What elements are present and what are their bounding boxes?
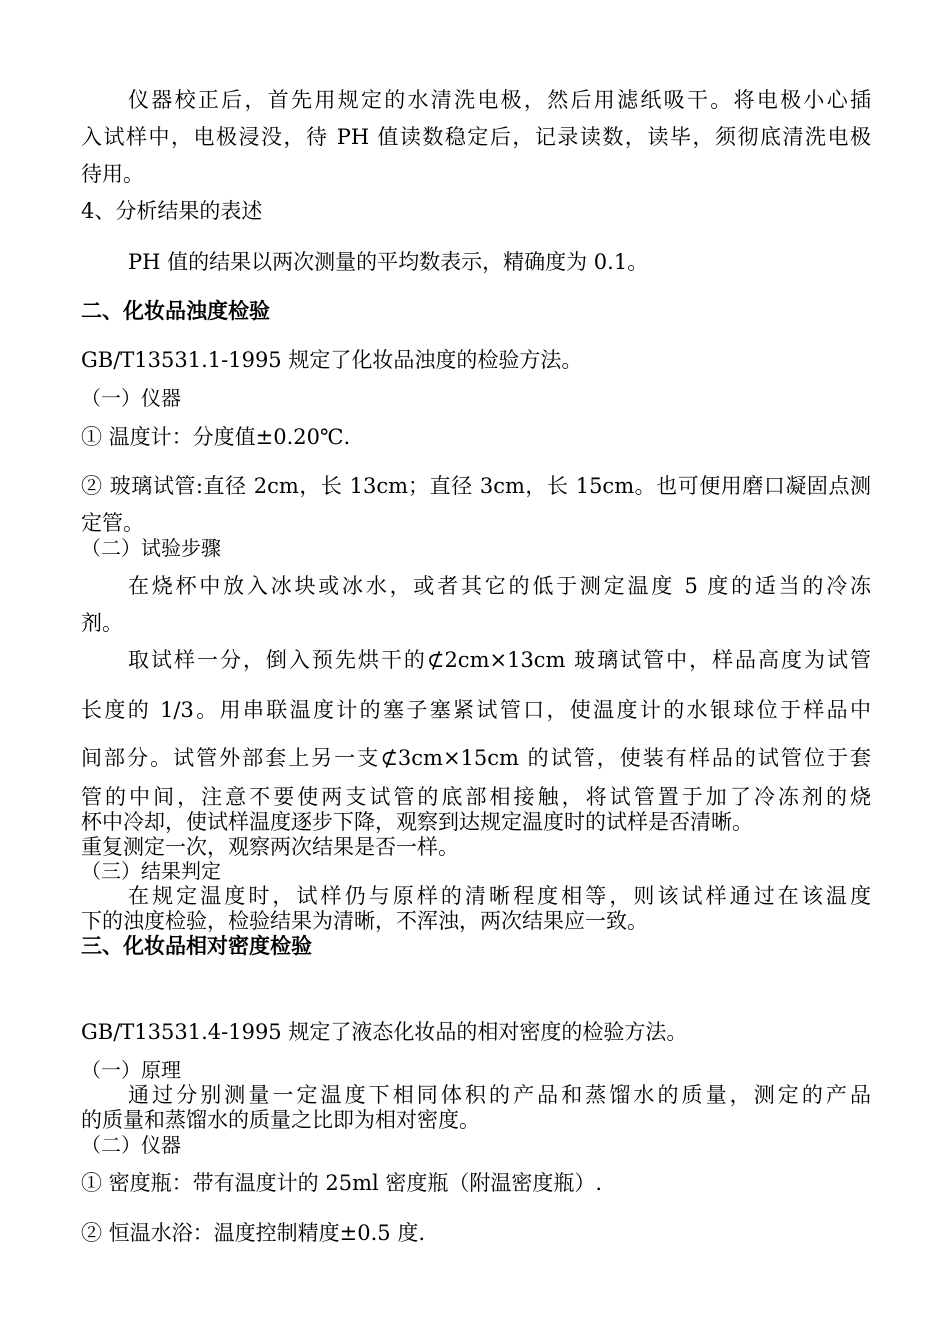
density-section-heading: 三、化妆品相对密度检验 xyxy=(81,934,312,958)
turbidity-instruments-heading: （一）仪器 xyxy=(81,386,181,410)
result-expression-text: PH 值的结果以两次测量的平均数表示，精确度为 0.1。 xyxy=(128,250,649,274)
density-principle-line-2: 的质量和蒸馏水的质量之比即为相对密度。 xyxy=(81,1108,480,1132)
density-standard: GB/T13531.4-1995 规定了液态化妆品的相对密度的检验方法。 xyxy=(81,1020,688,1044)
turbidity-result-heading: （三）结果判定 xyxy=(81,859,221,883)
turbidity-steps-p2-line-5: 杯中冷却，使试样温度逐步下降，观察到达规定温度时的试样是否清晰。 xyxy=(81,810,753,834)
density-instrument-1: ① 密度瓶：带有温度计的 25ml 密度瓶（附温密度瓶）. xyxy=(81,1171,603,1195)
turbidity-steps-p2-line-2: 长度的 1/3。用串联温度计的塞子塞紧试管口，使温度计的水银球位于样品中 xyxy=(81,698,871,722)
turbidity-steps-p2-line-6: 重复测定一次，观察两次结果是否一样。 xyxy=(81,835,459,859)
ph-procedure-line-1: 仪器校正后，首先用规定的水清洗电极，然后用滤纸吸干。将电极小心插 xyxy=(128,88,871,112)
density-principle-heading: （一）原理 xyxy=(81,1058,181,1082)
turbidity-steps-p2-line-1: 取试样一分，倒入预先烘干的⊄2cm×13cm 玻璃试管中，样品高度为试管 xyxy=(128,648,871,672)
turbidity-instrument-2-line-1: ② 玻璃试管:直径 2cm，长 13cm；直径 3cm，长 15cm。也可便用磨口凝固点测 xyxy=(81,474,871,498)
turbidity-result-line-2: 下的浊度检验，检验结果为清晰，不浑浊，两次结果应一致。 xyxy=(81,909,648,933)
density-principle-line-1: 通过分别测量一定温度下相同体积的产品和蒸馏水的质量，测定的产品 xyxy=(128,1083,871,1107)
turbidity-standard: GB/T13531.1-1995 规定了化妆品浊度的检验方法。 xyxy=(81,348,583,372)
ph-procedure-line-2: 入试样中，电极浸没，待 PH 值读数稳定后，记录读数，读毕，须彻底清洗电极 xyxy=(81,125,871,149)
turbidity-steps-p1-line-2: 剂。 xyxy=(81,611,123,635)
density-instrument-2: ② 恒温水浴：温度控制精度±0.5 度. xyxy=(81,1221,426,1245)
turbidity-steps-heading: （二）试验步骤 xyxy=(81,536,221,560)
turbidity-section-heading: 二、化妆品浊度检验 xyxy=(81,299,270,323)
turbidity-steps-p2-line-3: 间部分。试管外部套上另一支⊄3cm×15cm 的试管，使装有样品的试管位于套 xyxy=(81,746,871,770)
ph-procedure-line-3: 待用。 xyxy=(81,162,144,186)
turbidity-steps-p2-line-4: 管的中间，注意不要使两支试管的底部相接触，将试管置于加了冷冻剂的烧 xyxy=(81,785,871,809)
density-instruments-heading: （二）仪器 xyxy=(81,1133,181,1157)
result-expression-heading: 4、分析结果的表述 xyxy=(81,199,263,223)
turbidity-instrument-1: ① 温度计：分度值±0.20℃. xyxy=(81,425,351,449)
turbidity-result-line-1: 在规定温度时，试样仍与原样的清晰程度相等，则该试样通过在该温度 xyxy=(128,884,871,908)
turbidity-instrument-2-line-2: 定管。 xyxy=(81,511,144,535)
turbidity-steps-p1-line-1: 在烧杯中放入冰块或冰水，或者其它的低于测定温度 5 度的适当的冷冻 xyxy=(128,574,871,598)
